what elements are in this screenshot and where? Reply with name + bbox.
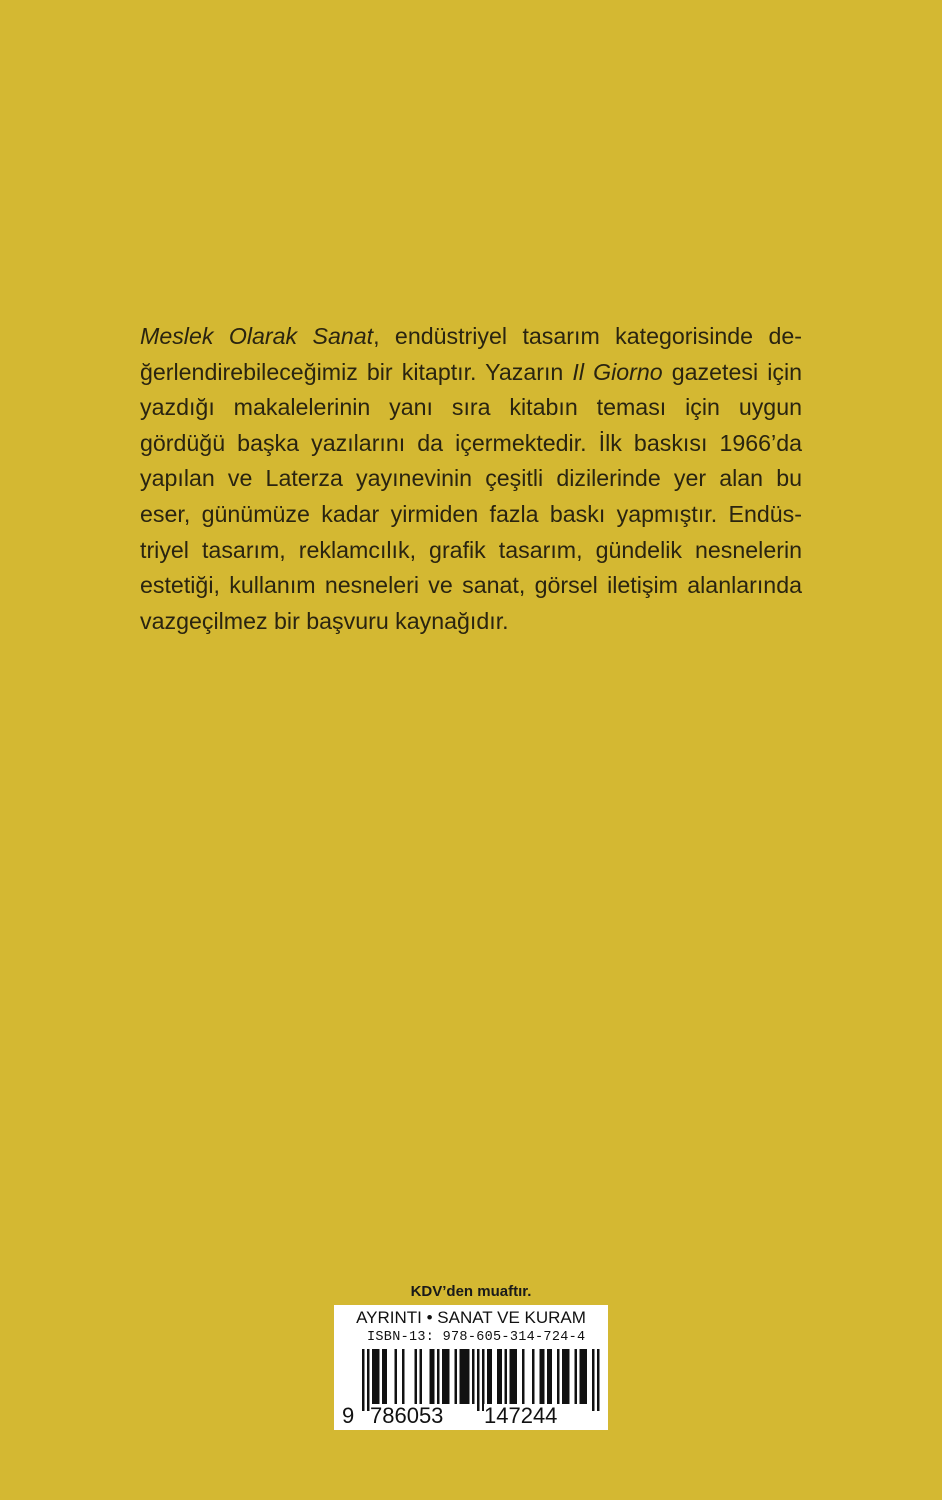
newspaper-name-italic: Il Giorno	[572, 358, 663, 385]
barcode-bar	[382, 1349, 385, 1404]
series-name: AYRINTI • SANAT VE KURAM	[356, 1308, 586, 1327]
barcode-digit-prefix: 9	[342, 1403, 355, 1428]
barcode-bar	[505, 1349, 508, 1404]
blurb-text-part2: gazetesi için yazdığı makalelerinin yanı sıra kitabın teması için uygun gördüğü başka yazılarını da içermektedir. İlk baskısı 1966’da yapılan ve Laterza yayınevinin çeşitli dizilerinde yer alan bu eser, günümüze kadar yirmiden fazla baskı yapmıştır. Endüstriyel tasarım, reklamcılık, grafik tasarım, gündelik nesnelerin estetiği, kullanım nesneleri ve sanat, görsel iletişim alanlarında vazgeçilmez bir başvuru kaynağıdır.	[140, 358, 802, 634]
barcode-bar	[432, 1349, 435, 1404]
barcode-bar	[562, 1349, 565, 1404]
barcode-bar	[447, 1349, 450, 1404]
barcode-bar	[455, 1349, 458, 1404]
barcode-bar	[430, 1349, 433, 1404]
barcode-bar	[550, 1349, 553, 1404]
blurb-text-part1: , endüstriyel tasarım kategorisinde değerlendirebileceğimiz bir kitaptır. Yazarın	[140, 323, 802, 385]
barcode-bar	[460, 1349, 463, 1404]
barcode-bar	[567, 1349, 570, 1404]
barcode-guard-bar	[362, 1349, 365, 1411]
barcode-bar	[442, 1349, 445, 1404]
barcode-bar	[532, 1349, 535, 1404]
barcode-bar	[542, 1349, 545, 1404]
barcode-bar	[497, 1349, 500, 1404]
barcode-bar	[445, 1349, 448, 1404]
barcode-label	[334, 1305, 608, 1430]
barcode-bars	[334, 1349, 608, 1411]
barcode-bar	[467, 1349, 470, 1404]
barcode-bar	[377, 1349, 380, 1404]
barcode-digits-right: 147244	[484, 1403, 558, 1428]
barcode-bar	[515, 1349, 518, 1404]
barcode-bar	[402, 1349, 405, 1404]
barcode-bar	[385, 1349, 388, 1404]
barcode-bar	[582, 1349, 585, 1404]
barcode-bar	[415, 1349, 418, 1404]
barcode-bar	[472, 1349, 475, 1404]
barcode-guard-bar	[367, 1349, 370, 1411]
barcode-bar	[395, 1349, 398, 1404]
barcode-bar	[375, 1349, 378, 1404]
barcode-bar	[487, 1349, 490, 1404]
tax-exempt-note: KDV’den muaftır.	[410, 1283, 532, 1300]
barcode-bar	[490, 1349, 493, 1404]
barcode-bar	[510, 1349, 513, 1404]
barcode-bar	[565, 1349, 568, 1404]
barcode-bar	[500, 1349, 503, 1404]
barcode-guard-bar	[597, 1349, 600, 1411]
barcode-bar	[580, 1349, 583, 1404]
barcode-bar	[465, 1349, 468, 1404]
blurb-paragraph	[140, 319, 802, 639]
barcode-guard-bar	[592, 1349, 595, 1411]
barcode-bar	[372, 1349, 375, 1404]
barcode-bar	[420, 1349, 423, 1404]
barcode-digits-left: 786053	[370, 1403, 444, 1428]
barcode-bar	[437, 1349, 440, 1404]
isbn-text: ISBN-13: 978-605-314-724-4	[367, 1330, 586, 1345]
barcode-bar	[540, 1349, 543, 1404]
barcode-bar	[512, 1349, 515, 1404]
barcode-bar	[547, 1349, 550, 1404]
barcode-bar	[462, 1349, 465, 1404]
barcode-bar	[522, 1349, 525, 1404]
book-title-italic: Meslek Olarak Sanat	[140, 323, 374, 349]
barcode-bar	[575, 1349, 578, 1404]
barcode-guard-bar	[477, 1349, 480, 1411]
barcode-bar	[585, 1349, 588, 1404]
barcode-bar	[557, 1349, 560, 1404]
barcode-digits	[334, 1404, 608, 1430]
barcode-guard-bar	[482, 1349, 485, 1411]
